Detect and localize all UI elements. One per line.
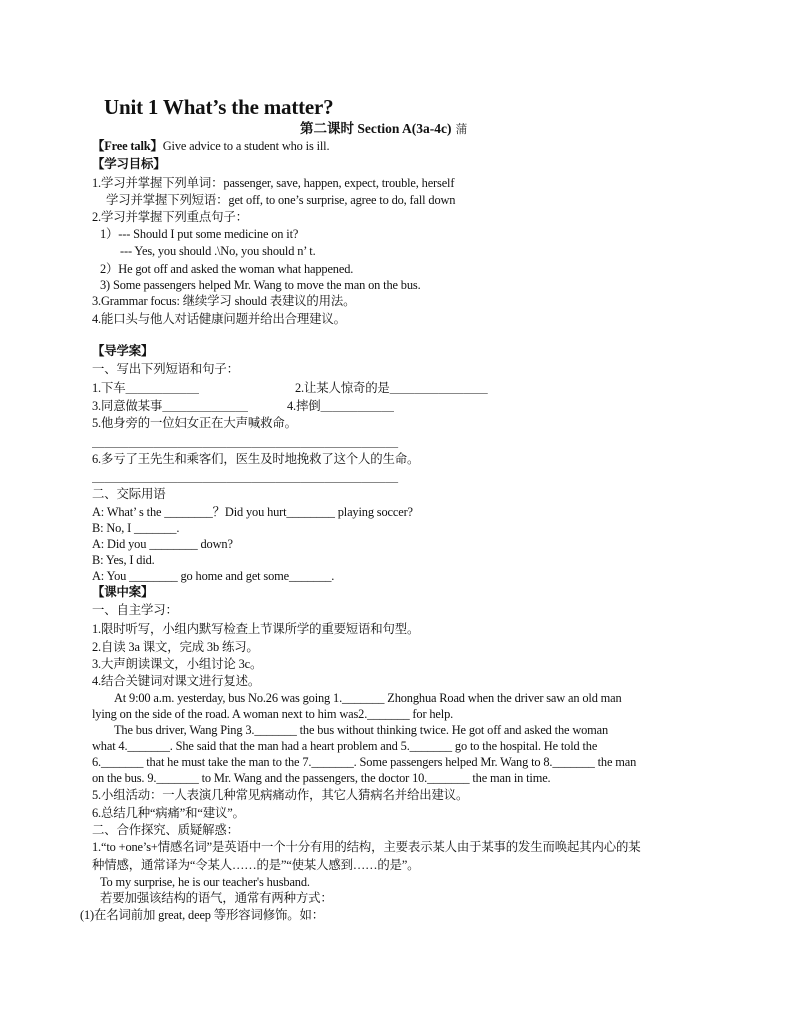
class-header: 【课中案】 bbox=[92, 585, 154, 599]
goal-2-1b: --- Yes, you should .\No, you should n’ t. bbox=[120, 244, 316, 258]
explanation-line: (1)在名词前加 great, deep 等形容词修饰。如： bbox=[80, 908, 324, 922]
class-section-1: 一、自主学习： bbox=[92, 603, 178, 617]
story-line: what 4._______. She said that the man had a heart problem and 5._______ go to the hospital. He told the bbox=[92, 739, 598, 753]
goal-2-3: 3) Some passengers helped Mr. Wang to move the man on the bus. bbox=[100, 278, 421, 292]
phrase-1: 1.下车＿＿＿＿＿＿ bbox=[92, 381, 199, 395]
dialogue-line: A: What’ s the ________？Did you hurt________ playing soccer? bbox=[92, 505, 413, 519]
dialogue-line: B: Yes, I did. bbox=[92, 553, 155, 567]
goal-2-2: 2）He got off and asked the woman what happened. bbox=[100, 262, 354, 276]
answer-blank-line: ＿＿＿＿＿＿＿＿＿＿＿＿＿＿＿＿＿＿＿＿＿＿＿＿＿ bbox=[92, 435, 399, 449]
story-line: At 9:00 a.m. yesterday, bus No.26 was going 1._______ Zhonghua Road when the driver saw an old man bbox=[114, 691, 622, 705]
class-section-2: 二、合作探究、质疑解惑： bbox=[92, 823, 239, 837]
guide-section-1: 一、写出下列短语和句子： bbox=[92, 362, 239, 376]
free-talk-line bbox=[92, 138, 329, 154]
goal-2: 2.学习并掌握下列重点句子： bbox=[92, 210, 248, 224]
goal-2-1: 1）--- Should I put some medicine on it? bbox=[100, 227, 299, 241]
answer-blank-line: ＿＿＿＿＿＿＿＿＿＿＿＿＿＿＿＿＿＿＿＿＿＿＿＿＿ bbox=[92, 470, 399, 484]
page-title: Unit 1 What’s the matter? bbox=[104, 95, 334, 119]
guide-header: 【导学案】 bbox=[92, 344, 154, 358]
goal-4: 4.能口头与他人对话健康问题并给出合理建议。 bbox=[92, 312, 346, 326]
phrase-6: 6.多亏了王先生和乘客们，医生及时地挽救了这个人的生命。 bbox=[92, 452, 420, 466]
dialogue-line: B: No, I _______. bbox=[92, 521, 180, 535]
guide-section-2: 二、交际用语 bbox=[92, 487, 166, 501]
phrase-4: 4.摔倒＿＿＿＿＿＿ bbox=[287, 399, 394, 413]
goals-header: 【学习目标】 bbox=[92, 157, 166, 171]
class-item-4: 4.结合关键词对课文进行复述。 bbox=[92, 674, 261, 688]
subtitle-tag: 蒲 bbox=[455, 122, 468, 136]
lesson-subtitle-text: 第二课时 Section A(3a-4c) bbox=[300, 121, 452, 136]
goal-1b: 学习并掌握下列短语：get off, to one’s surprise, agree to do, fall down bbox=[106, 193, 456, 207]
class-item-1: 1.限时听写，小组内默写检查上节课所学的重要短语和句型。 bbox=[92, 622, 420, 636]
free-talk-label: 【Free talk】 bbox=[92, 139, 163, 153]
free-talk-text: Give advice to a student who is ill. bbox=[162, 139, 330, 153]
dialogue-line: A: Did you ________ down? bbox=[92, 537, 233, 551]
explanation-line: 种情感，通常译为“令某人……的是”“使某人感到……的是”。 bbox=[92, 858, 420, 872]
class-item-5: 5.小组活动：一人表演几种常见病痛动作，其它人猜病名并给出建议。 bbox=[92, 788, 469, 802]
class-item-2: 2.自读 3a 课文，完成 3b 练习。 bbox=[92, 640, 259, 654]
story-line: 6._______ that he must take the man to the 7._______. Some passengers helped Mr. Wang to 8._______ the man bbox=[92, 755, 637, 769]
phrase-2: 2.让某人惊奇的是＿＿＿＿＿＿＿＿ bbox=[295, 381, 488, 395]
phrase-5: 5.他身旁的一位妇女正在大声喊救命。 bbox=[92, 416, 297, 430]
goal-3: 3.Grammar focus: 继续学习 should 表建议的用法。 bbox=[92, 294, 356, 308]
story-line: on the bus. 9._______ to Mr. Wang and the passengers, the doctor 10._______ the man in time. bbox=[92, 771, 551, 785]
class-item-3: 3.大声朗读课文，小组讨论 3c。 bbox=[92, 657, 263, 671]
class-item-6: 6.总结几种“病痛”和“建议”。 bbox=[92, 806, 245, 820]
example-sentence: To my surprise, he is our teacher's husband. bbox=[100, 875, 310, 889]
explanation-line: 1.“to +one’s+情感名词”是英语中一个十分有用的结构，主要表示某人由于某事的发生而唤起其内心的某 bbox=[92, 840, 641, 854]
lesson-subtitle bbox=[300, 120, 468, 138]
dialogue-line: A: You ________ go home and get some_______. bbox=[92, 569, 335, 583]
story-line: The bus driver, Wang Ping 3._______ the bus without thinking twice. He got off and asked the woman bbox=[114, 723, 609, 737]
explanation-line: 若要加强该结构的语气，通常有两种方式： bbox=[100, 891, 333, 905]
story-line: lying on the side of the road. A woman next to him was2._______ for help. bbox=[92, 707, 454, 721]
goal-1: 1.学习并掌握下列单词：passenger, save, happen, expect, trouble, herself bbox=[92, 176, 455, 190]
phrase-3: 3.同意做某事＿＿＿＿＿＿＿ bbox=[92, 399, 248, 413]
